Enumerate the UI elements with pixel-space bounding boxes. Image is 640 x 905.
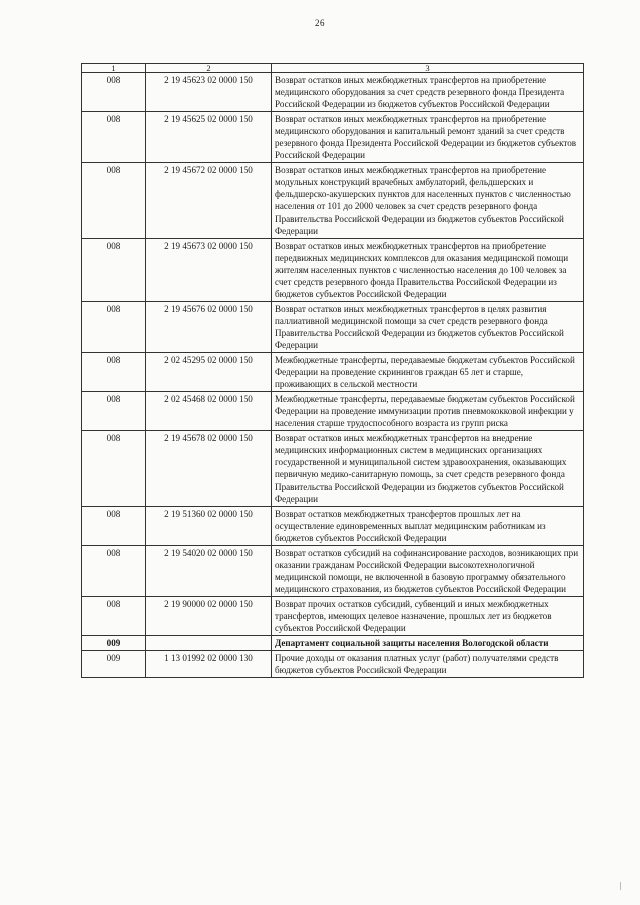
budget-code-cell bbox=[146, 636, 272, 651]
description-cell: Возврат остатков иных межбюджетных трансфертов на приобретение передвижных медицинских комплексов для оказания медицинской помощи жителям населенных пунктов с численностью населения до 100 человек за счет средств резервного фонда Правительства Российской Федерации из бюджетов субъектов Российской Федерации bbox=[272, 238, 584, 301]
description-cell: Возврат остатков межбюджетных трансфертов прошлых лет на осуществление единовременных выплат медицинским работникам из бюджетов субъектов Российской Федерации bbox=[272, 506, 584, 545]
table-row bbox=[82, 112, 584, 163]
admin-code-cell: 008 bbox=[82, 506, 146, 545]
document-table bbox=[81, 63, 584, 678]
budget-code-cell: 2 19 45623 02 0000 150 bbox=[146, 73, 272, 112]
table-row bbox=[82, 651, 584, 678]
budget-code-cell: 1 13 01992 02 0000 130 bbox=[146, 651, 272, 678]
table-row bbox=[82, 73, 584, 112]
table-row bbox=[82, 596, 584, 635]
description-cell: Прочие доходы от оказания платных услуг (работ) получателями средств бюджетов субъектов Российской Федерации bbox=[272, 651, 584, 678]
table-row bbox=[82, 353, 584, 392]
table-row bbox=[82, 238, 584, 301]
admin-code-cell: 008 bbox=[82, 238, 146, 301]
description-cell: Межбюджетные трансферты, передаваемые бюджетам субъектов Российской Федерации на проведение скринингов граждан 65 лет и старше, проживающих в сельской местности bbox=[272, 353, 584, 392]
budget-code-cell: 2 19 45676 02 0000 150 bbox=[146, 301, 272, 352]
description-cell: Межбюджетные трансферты, передаваемые бюджетам субъектов Российской Федерации на проведение иммунизации против пневмококковой инфекции у населения старше трудоспособного возраста из групп риска bbox=[272, 392, 584, 431]
table-row bbox=[82, 545, 584, 596]
admin-code-cell: 008 bbox=[82, 353, 146, 392]
budget-code-cell: 2 19 45678 02 0000 150 bbox=[146, 431, 272, 506]
admin-code-cell: 008 bbox=[82, 545, 146, 596]
description-cell: Возврат остатков иных межбюджетных трансфертов на внедрение медицинских информационных систем в медицинских организациях государственной и муниципальной систем здравоохранения, оказывающих первичную медико-санитарную помощь, за счет средств резервного фонда Правительства Российской Федерации из бюджетов субъектов Российской Федерации bbox=[272, 431, 584, 506]
description-cell: Возврат прочих остатков субсидий, субвенций и иных межбюджетных трансфертов, имеющих целевое назначение, прошлых лет из бюджетов субъектов Российской Федерации bbox=[272, 596, 584, 635]
admin-code-cell: 008 bbox=[82, 163, 146, 238]
budget-code-cell: 2 02 45295 02 0000 150 bbox=[146, 353, 272, 392]
department-title-cell: Департамент социальной защиты населения Вологодской области bbox=[272, 636, 584, 651]
description-cell: Возврат остатков иных межбюджетных трансфертов на приобретение медицинского оборудования и капитальный ремонт зданий за счет средств резервного фонда Президента Российской Федерации из бюджетов субъектов Российской Федерации bbox=[272, 112, 584, 163]
header-col-1: 1 bbox=[82, 64, 146, 73]
table-row bbox=[82, 301, 584, 352]
budget-code-cell: 2 19 45625 02 0000 150 bbox=[146, 112, 272, 163]
header-col-3: 3 bbox=[272, 64, 584, 73]
table-row bbox=[82, 392, 584, 431]
budget-code-cell: 2 19 45672 02 0000 150 bbox=[146, 163, 272, 238]
admin-code-cell: 009 bbox=[82, 651, 146, 678]
budget-code-cell: 2 02 45468 02 0000 150 bbox=[146, 392, 272, 431]
admin-code-cell: 009 bbox=[82, 636, 146, 651]
scan-edge-mark bbox=[620, 882, 621, 890]
budget-code-cell: 2 19 54020 02 0000 150 bbox=[146, 545, 272, 596]
budget-code-cell: 2 19 45673 02 0000 150 bbox=[146, 238, 272, 301]
table-row bbox=[82, 431, 584, 506]
table-row bbox=[82, 163, 584, 238]
admin-code-cell: 008 bbox=[82, 431, 146, 506]
table-header-row bbox=[82, 64, 584, 73]
admin-code-cell: 008 bbox=[82, 112, 146, 163]
description-cell: Возврат остатков субсидий на софинансирование расходов, возникающих при оказании гражданам Российской Федерации высокотехнологичной медицинской помощи, не включенной в базовую программу обязательного медицинского страхования, из бюджетов субъектов Российской Федерации bbox=[272, 545, 584, 596]
description-cell: Возврат остатков иных межбюджетных трансфертов на приобретение медицинского оборудования за счет средств резервного фонда Президента Российской Федерации из бюджетов субъектов Российской Федерации bbox=[272, 73, 584, 112]
admin-code-cell: 008 bbox=[82, 392, 146, 431]
header-col-2: 2 bbox=[146, 64, 272, 73]
description-cell: Возврат остатков иных межбюджетных трансфертов в целях развития паллиативной медицинской помощи за счет средств резервного фонда Правительства Российской Федерации из бюджетов субъектов Российской Федерации bbox=[272, 301, 584, 352]
admin-code-cell: 008 bbox=[82, 73, 146, 112]
admin-code-cell: 008 bbox=[82, 596, 146, 635]
section-header-row bbox=[82, 636, 584, 651]
budget-code-cell: 2 19 90000 02 0000 150 bbox=[146, 596, 272, 635]
description-cell: Возврат остатков иных межбюджетных трансфертов на приобретение модульных конструкций врачебных амбулаторий, фельдшерских и фельдшерско-акушерских пунктов для населенных пунктов с численностью населения от 101 до 2000 человек за счет средств резервного фонда Правительства Российской Федерации из бюджетов субъектов Российской Федерации bbox=[272, 163, 584, 238]
admin-code-cell: 008 bbox=[82, 301, 146, 352]
budget-code-cell: 2 19 51360 02 0000 150 bbox=[146, 506, 272, 545]
table-row bbox=[82, 506, 584, 545]
page-number: 26 bbox=[315, 18, 325, 28]
